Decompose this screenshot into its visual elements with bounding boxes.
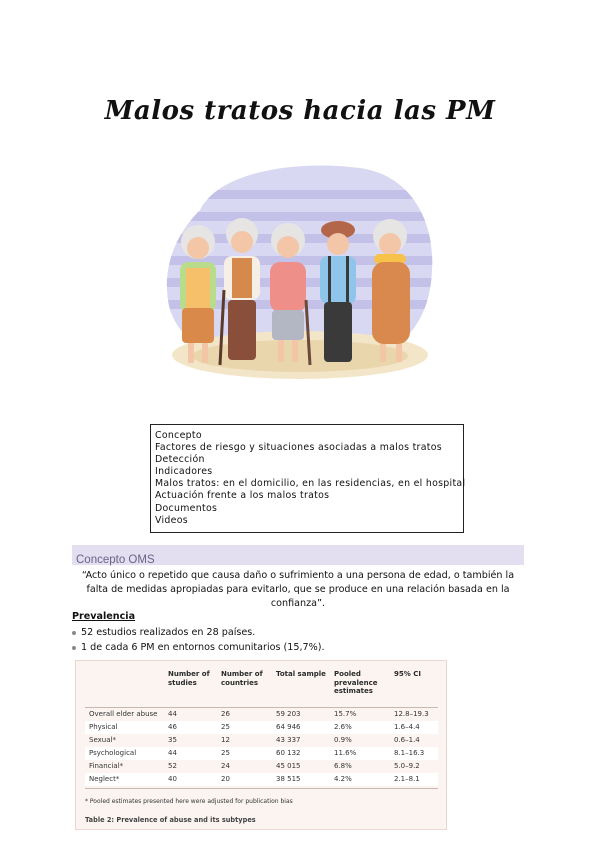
table-cell: Financial* [89, 762, 124, 770]
table-cell: 0.9% [334, 736, 352, 744]
table-cell: 1.6–4.4 [394, 723, 420, 731]
table-row [85, 747, 438, 760]
index-item-concepto: Concepto [155, 430, 202, 441]
prevalence-bullet-text: 52 estudios realizados en 28 países. [81, 627, 256, 638]
table-cell: Physical [89, 723, 118, 731]
table-row [85, 773, 438, 786]
prevalence-title: Prevalencia [72, 611, 136, 622]
table-cell: 35 [168, 736, 177, 744]
index-item-videos: Videos [155, 514, 188, 526]
table-cell: 40 [168, 775, 177, 783]
table-cell: 11.6% [334, 749, 357, 757]
table-divider [85, 788, 438, 789]
prevalence-bullet [72, 626, 524, 641]
table-cell: Neglect* [89, 775, 120, 783]
table-cell: 15.7% [334, 710, 357, 718]
table-cell: 8.1–16.3 [394, 749, 425, 757]
table-cell: 25 [221, 749, 230, 757]
index-item-deteccion: Detección [155, 454, 205, 466]
bullet-icon [72, 646, 76, 650]
table-cell: 2.1–8.1 [394, 775, 420, 783]
table-header-pooled-prevalence: Pooled prevalence estimates [334, 670, 378, 695]
oms-definition-quote: “Acto único o repetido que causa daño o sufrimiento a una persona de edad, o también la falta de medidas apropiadas para evitarlo, que se produce en una relación basada en la confianza”. [81, 570, 515, 609]
page-title: Malos tratos hacia las PM [104, 96, 496, 126]
prevalence-bullet [72, 641, 524, 656]
elderly-group-illustration [160, 150, 440, 385]
table-cell: 12.8–19.3 [394, 710, 429, 718]
table-row [85, 721, 438, 734]
table-header-studies: Number of studies [168, 670, 210, 687]
index-item-indicadores: Indicadores [155, 466, 213, 478]
table-cell: 44 [168, 710, 177, 718]
index-box [150, 424, 464, 533]
section-heading-bar [72, 545, 524, 565]
bullet-icon [72, 631, 76, 635]
index-item-actuacion: Actuación frente a los malos tratos [155, 490, 330, 502]
table-cell: 59 203 [276, 710, 301, 718]
table-cell: 5.0–9.2 [394, 762, 420, 770]
table-cell: 64 946 [276, 723, 301, 731]
table-header-countries: Number of countries [221, 670, 263, 687]
table-cell: 6.8% [334, 762, 352, 770]
table-cell: Psychological [89, 749, 137, 757]
table-cell: 25 [221, 723, 230, 731]
table-cell: 52 [168, 762, 177, 770]
prevalence-bullet-text: 1 de cada 6 PM en entornos comunitarios (15,7%). [81, 641, 325, 653]
prevalence-table-image [75, 660, 447, 830]
table-cell: 26 [221, 710, 230, 718]
table-cell: 46 [168, 723, 177, 731]
table-row [85, 708, 438, 721]
table-row [85, 760, 438, 773]
table-header-ci: 95% CI [394, 670, 421, 678]
table-cell: 60 132 [276, 749, 301, 757]
table-cell: 44 [168, 749, 177, 757]
section-heading: Concepto OMS [76, 554, 155, 566]
table-cell: Sexual* [89, 736, 116, 744]
prevalence-list [72, 626, 524, 655]
table-cell: 2.6% [334, 723, 352, 731]
table-cell: 45 015 [276, 762, 301, 770]
index-item-malos-tratos: Malos tratos: en el domicilio, en las residencias, en el hospital [155, 478, 466, 490]
table-cell: 0.6–1.4 [394, 736, 420, 744]
table-cell: Overall elder abuse [89, 710, 158, 718]
index-item-documentos: Documentos [155, 502, 218, 514]
table-footnote: * Pooled estimates presented here were adjusted for publication bias [85, 798, 293, 805]
table-header-total-sample: Total sample [276, 670, 326, 678]
table-cell: 38 515 [276, 775, 301, 783]
table-row [85, 734, 438, 747]
table-caption: Table 2: Prevalence of abuse and its subtypes [85, 816, 256, 824]
index-item-factores: Factores de riesgo y situaciones asociadas a malos tratos [155, 442, 442, 454]
table-cell: 12 [221, 736, 230, 744]
table-cell: 43 337 [276, 736, 301, 744]
table-cell: 24 [221, 762, 230, 770]
table-cell: 20 [221, 775, 230, 783]
table-cell: 4.2% [334, 775, 352, 783]
